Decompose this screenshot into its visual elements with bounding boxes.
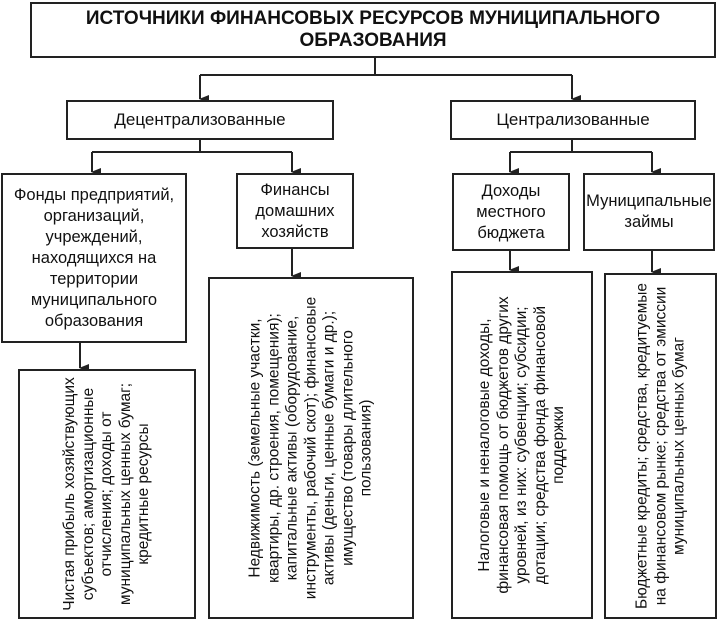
household-details-node [208, 277, 414, 619]
enterprise-funds-node: Фонды предприятий, организаций, учреждений, находящихся на территории муниципального образования [1, 173, 187, 343]
loans-details-text: Бюджетные кредиты; средства, кредитуемые на финансовом рынке; средства от эмиссии муниципальных ценных бумаг [632, 282, 687, 610]
enterprise-details-node [18, 369, 196, 619]
municipal-loans-node: Муниципальные займы [583, 173, 715, 251]
household-finance-node: Финансы домашних хозяйств [236, 173, 354, 249]
budget-details-text: Налоговые и неналоговые доходы, финансовая помощь от бюджетов других уровней, из них: субвенции; субсидии; дотации; средства фонда финансовой поддержки [475, 296, 567, 594]
loans-details-node [604, 273, 717, 619]
local-budget-income-node: Доходы местного бюджета [452, 173, 570, 251]
enterprise-details-text: Чистая прибыль хозяйствующих субъектов; амортизационные отчисления; доходы от муниципальных ценных бумаг; кредитные ресурсы [60, 377, 152, 611]
household-details-text: Недвижимость (земельные участки, квартиры, др. строения, помещения); капитальные активы (оборудование, инструменты, рабочий скот); финансовые активы (деньги, ценные бумаги и др.); имущество (товары длительного пользования) [246, 296, 375, 600]
decentralized-node: Децентрализованные [66, 100, 334, 140]
centralized-node: Централизованные [450, 100, 696, 140]
budget-details-node [451, 271, 593, 619]
diagram-title: ИСТОЧНИКИ ФИНАНСОВЫХ РЕСУРСОВ МУНИЦИПАЛЬНОГО ОБРАЗОВАНИЯ [30, 2, 716, 58]
